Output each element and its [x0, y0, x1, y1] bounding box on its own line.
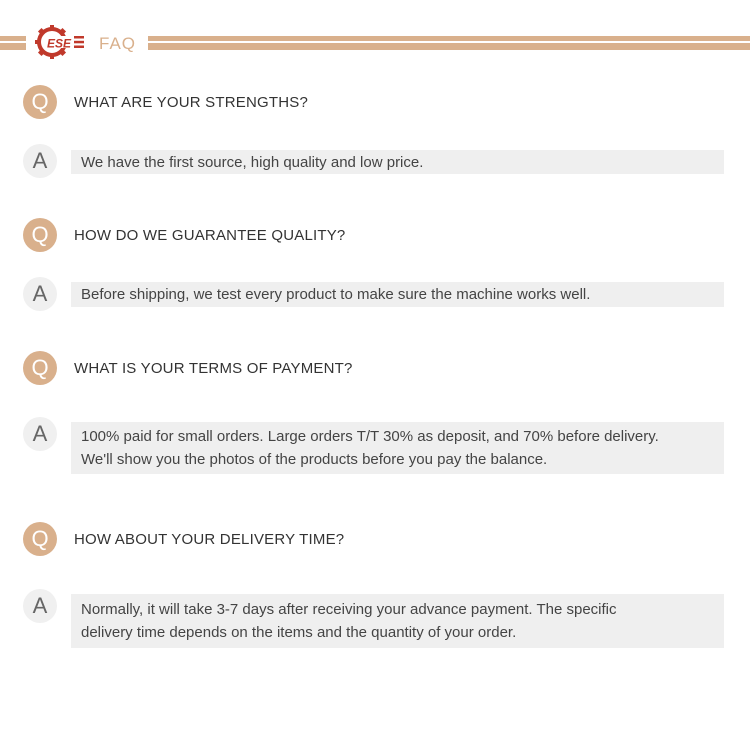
answer-2-line-1: Before shipping, we test every product to make sure the machine works well. — [81, 286, 591, 303]
answer-badge: A — [23, 589, 57, 623]
answer-3-line-1: 100% paid for small orders. Large orders T/T 30% as deposit, and 70% before delivery. — [81, 428, 659, 445]
question-badge: Q — [23, 522, 57, 556]
answer-badge: A — [23, 417, 57, 451]
gear-icon — [34, 24, 86, 60]
brand-logo — [34, 24, 86, 60]
question-2: HOW DO WE GUARANTEE QUALITY? — [74, 227, 346, 244]
answer-3-line-2: We'll show you the photos of the products before you pay the balance. — [81, 451, 548, 468]
answer-4 — [71, 594, 724, 648]
header-bar-right — [148, 36, 750, 50]
answer-2 — [71, 282, 724, 307]
header-bar-left — [0, 36, 26, 50]
answer-4-line-1: Normally, it will take 3-7 days after receiving your advance payment. The specific — [81, 601, 617, 618]
page-title: FAQ — [99, 34, 137, 53]
answer-badge: A — [23, 144, 57, 178]
answer-1 — [71, 150, 724, 174]
answer-badge: A — [23, 277, 57, 311]
question-1: WHAT ARE YOUR STRENGTHS? — [74, 94, 309, 111]
logo-text: ESE — [47, 36, 72, 51]
question-4: HOW ABOUT YOUR DELIVERY TIME? — [74, 531, 345, 548]
answer-3 — [71, 422, 724, 474]
question-3: WHAT IS YOUR TERMS OF PAYMENT? — [74, 360, 353, 377]
question-badge: Q — [23, 218, 57, 252]
question-badge: Q — [23, 85, 57, 119]
answer-4-line-2: delivery time depends on the items and the quantity of your order. — [81, 624, 517, 641]
answer-1-line-1: We have the first source, high quality and low price. — [81, 153, 424, 171]
question-badge: Q — [23, 351, 57, 385]
